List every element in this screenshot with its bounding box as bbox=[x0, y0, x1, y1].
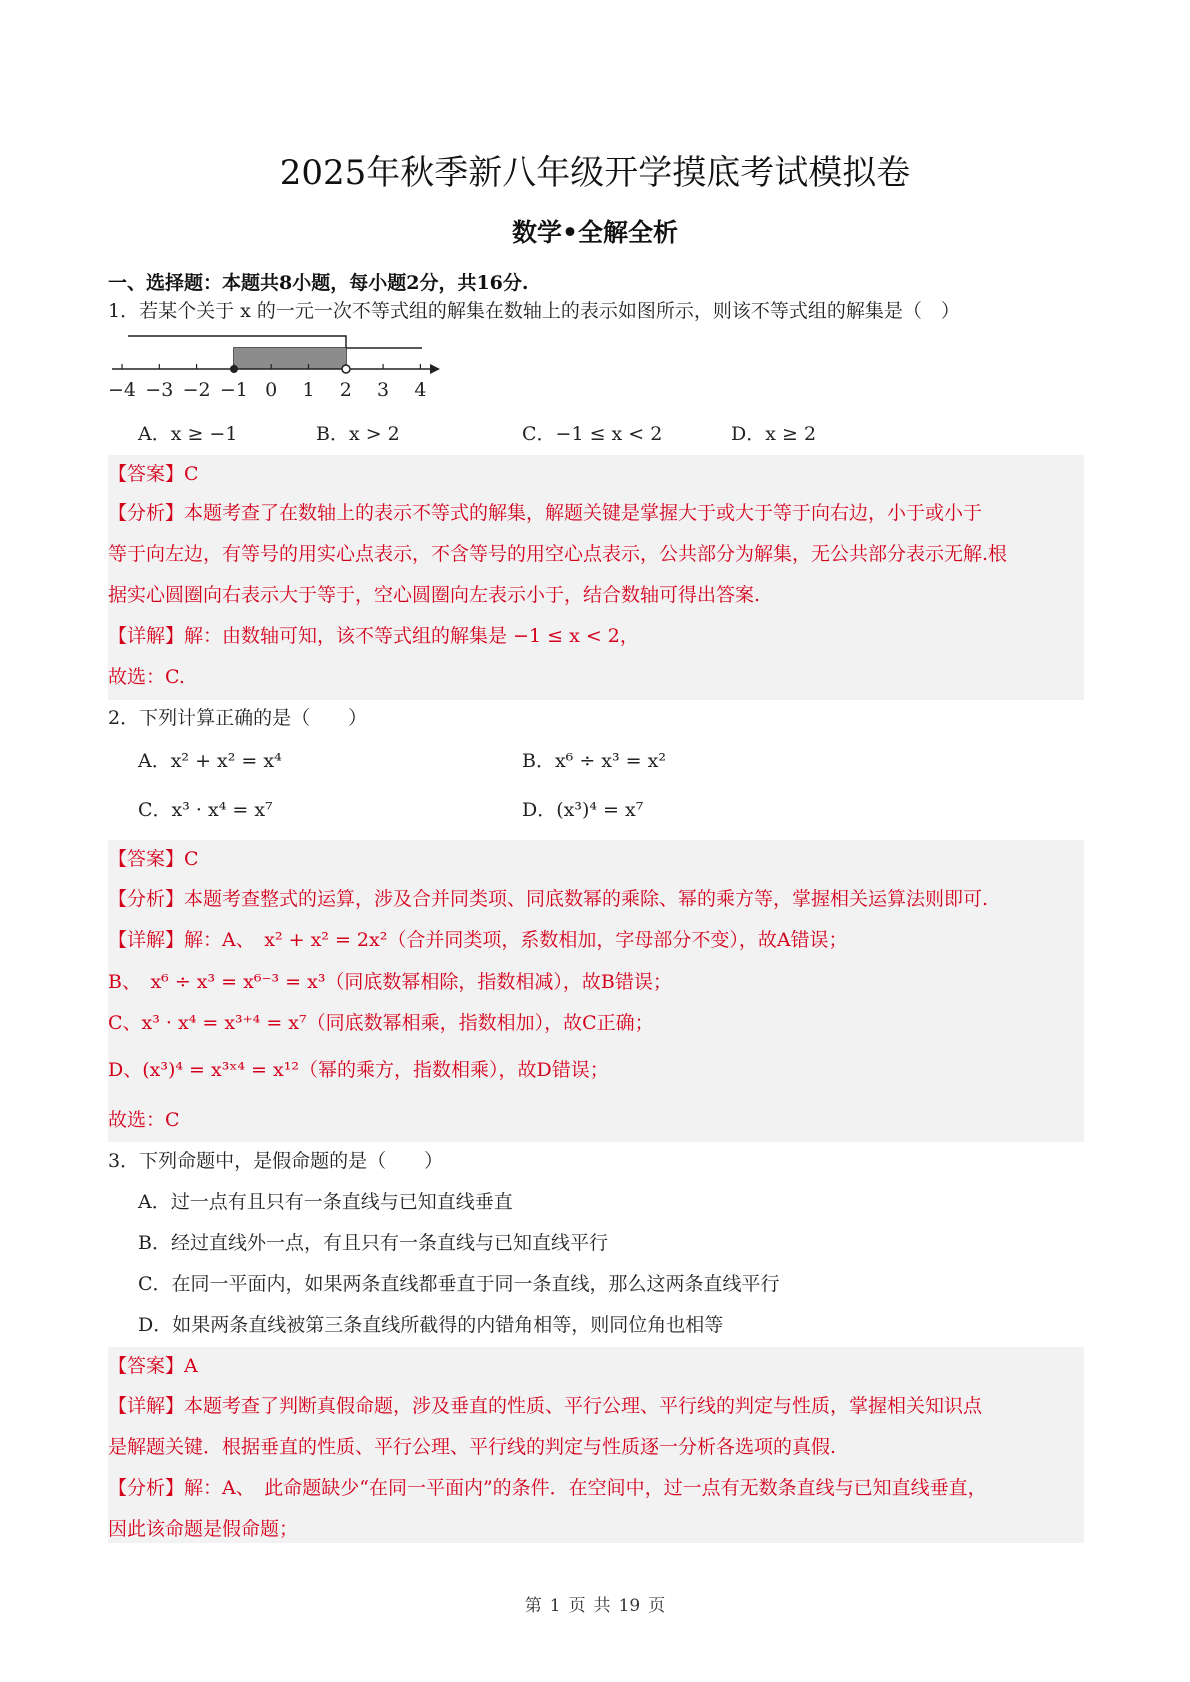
q2-detail-c: C、x³ · x⁴ = x³⁺⁴ = x⁷（同底数幂相乘，指数相加），故C正确； bbox=[108, 1012, 654, 1034]
q1-analysis-line-1: 【分析】本题考查了在数轴上的表示不等式的解集，解题关键是掌握大于或大于等于向右边，小于或小于 bbox=[108, 502, 983, 524]
q2-option-d: D．(x³)⁴ = x⁷ bbox=[522, 799, 644, 821]
section-heading: 一、选择题：本题共8小题，每小题2分，共16分. bbox=[108, 272, 529, 294]
analysis-tag: 【分析】 bbox=[108, 888, 185, 910]
axis-tick-label: 3 bbox=[377, 379, 390, 401]
q1-analysis-line-3: 据实心圆圈向右表示大于等于，空心圆圈向左表示小于，结合数轴可得出答案. bbox=[108, 584, 761, 606]
total-pages: 19 bbox=[618, 1596, 641, 1616]
q3-answer: 【答案】A bbox=[108, 1355, 198, 1377]
q1-option-b: B．x > 2 bbox=[316, 423, 400, 445]
number-line-figure bbox=[100, 326, 450, 406]
detail-tag: 【详解】 bbox=[108, 625, 185, 647]
axis-tick-label: 2 bbox=[339, 379, 352, 401]
page-footer: 第 1 页 共 19 页 bbox=[524, 1596, 666, 1616]
q2-detail-b: B、 x⁶ ÷ x³ = x⁶⁻³ = x³（同底数幂相除，指数相减），故B错误； bbox=[108, 971, 672, 993]
detail-tag: 【详解】 bbox=[108, 929, 185, 951]
q3-stem: 3．下列命题中，是假命题的是（ ） bbox=[108, 1150, 444, 1172]
page-number: 1 bbox=[549, 1596, 561, 1616]
axis-tick-label: 4 bbox=[414, 379, 427, 401]
q1-detail: 【详解】解：由数轴可知，该不等式组的解集是 −1 ≤ x < 2， bbox=[108, 625, 639, 647]
axis-tick-labels bbox=[108, 379, 426, 401]
q3-detail-line-2: 是解题关键．根据垂直的性质、平行公理、平行线的判定与性质逐一分析各选项的真假. bbox=[108, 1436, 837, 1458]
q1-option-c: C．−1 ≤ x < 2 bbox=[522, 423, 663, 445]
q3-analysis-line-2: 因此该命题是假命题； bbox=[108, 1518, 299, 1540]
analysis-tag: 【分析】 bbox=[108, 502, 185, 524]
q2-option-c: C．x³ · x⁴ = x⁷ bbox=[138, 799, 273, 821]
q1-analysis-line-2: 等于向左边，有等号的用实心点表示，不含等号的用空心点表示，公共部分为解集，无公共部分表示无解.根 bbox=[108, 543, 1008, 565]
q2-detail-a: 【详解】解：A、 x² + x² = 2x²（合并同类项，系数相加，字母部分不变），故A错误； bbox=[108, 929, 848, 951]
axis-tick-label: −1 bbox=[219, 379, 248, 401]
page-title: 2025年秋季新八年级开学摸底考试模拟卷 bbox=[279, 153, 911, 193]
axis-tick-label: 0 bbox=[265, 379, 278, 401]
axis-tick-label: −2 bbox=[182, 379, 211, 401]
q1-solution-box bbox=[108, 455, 1084, 700]
axis-tick-label: −4 bbox=[107, 379, 137, 401]
q1-option-a: A．x ≥ −1 bbox=[138, 423, 238, 445]
q2-choose: 故选：C bbox=[108, 1109, 180, 1131]
q1-option-d: D．x ≥ 2 bbox=[731, 423, 817, 445]
page-subtitle: 数学•全解全析 bbox=[512, 218, 678, 247]
q2-stem: 2．下列计算正确的是（ ） bbox=[108, 707, 368, 729]
q2-answer: 【答案】C bbox=[108, 848, 199, 870]
q3-option-a: A．过一点有且只有一条直线与已知直线垂直 bbox=[138, 1191, 513, 1213]
q1-answer: 【答案】C bbox=[108, 463, 199, 485]
axis-tick-label: 1 bbox=[302, 379, 315, 401]
q1-choose: 故选：C. bbox=[108, 666, 185, 688]
q2-option-b: B．x⁶ ÷ x³ = x² bbox=[522, 750, 666, 772]
analysis-tag: 【分析】 bbox=[108, 1477, 185, 1499]
q3-option-b: B．经过直线外一点，有且只有一条直线与已知直线平行 bbox=[138, 1232, 608, 1254]
q3-option-d: D．如果两条直线被第三条直线所截得的内错角相等，则同位角也相等 bbox=[138, 1314, 724, 1336]
axis-arrow-icon bbox=[430, 364, 440, 374]
q3-analysis-line-1: 【分析】解：A、 此命题缺少“在同一平面内”的条件．在空间中，过一点有无数条直线与已知直线垂直， bbox=[108, 1477, 987, 1499]
q2-detail-d: D、(x³)⁴ = x³ˣ⁴ = x¹²（幂的乘方，指数相乘），故D错误； bbox=[108, 1059, 609, 1081]
q1-stem: 1．若某个关于 x 的一元一次不等式组的解集在数轴上的表示如图所示，则该不等式组的解集是（ ） bbox=[108, 300, 960, 322]
q2-option-a: A．x² + x² = x⁴ bbox=[138, 750, 282, 772]
q3-option-c: C．在同一平面内，如果两条直线都垂直于同一条直线，那么这两条直线平行 bbox=[138, 1273, 780, 1295]
axis-tick-label: −3 bbox=[145, 379, 174, 401]
solution-shading bbox=[234, 348, 346, 369]
q2-analysis: 【分析】本题考查整式的运算，涉及合并同类项、同底数幂的乘除、幂的乘方等，掌握相关运算法则即可. bbox=[108, 888, 989, 910]
q3-detail-line-1: 【详解】本题考查了判断真假命题，涉及垂直的性质、平行公理、平行线的判定与性质，掌握相关知识点 bbox=[108, 1395, 983, 1417]
detail-tag: 【详解】 bbox=[108, 1395, 185, 1417]
solid-point-minus-1 bbox=[230, 365, 238, 373]
hollow-point-2 bbox=[342, 365, 350, 373]
